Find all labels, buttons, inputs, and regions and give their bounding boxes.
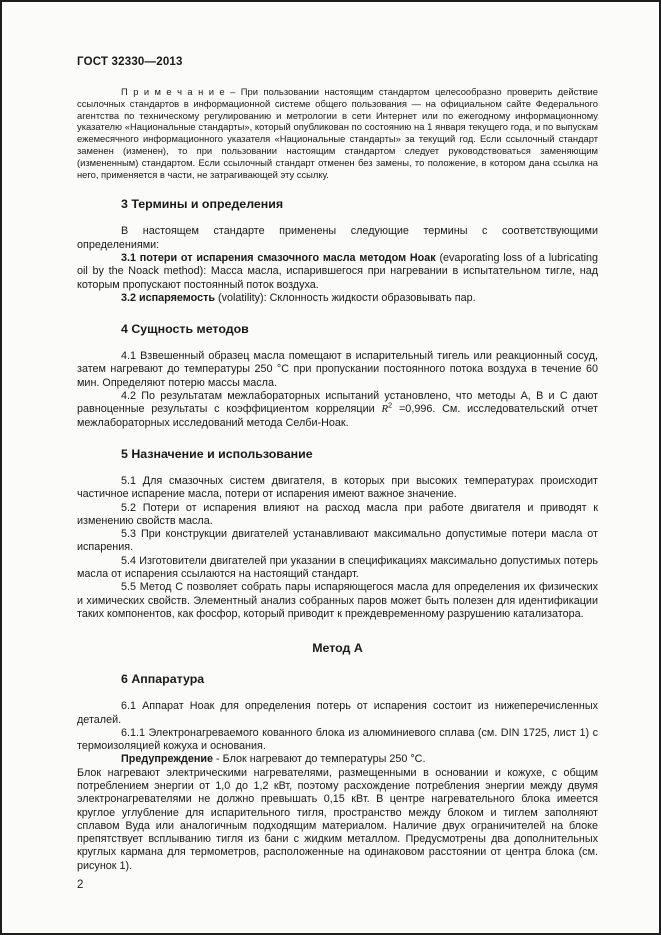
correlation-superscript: 2 — [388, 400, 393, 410]
term-3-1-bold: 3.1 потери от испарения смазочного масла методом Ноак — [121, 251, 440, 264]
paragraph-5-4: 5.4 Изготовители двигателей при указании в спецификациях максимально допустимых потерь масла от испарения ссылаются на настоящий стандарт. — [77, 554, 598, 581]
paragraph-6-1-1: 6.1.1 Электронагреваемого кованного блока из алюминиевого сплава (см. DIN 1725, лист 1) с термоизоляцией кожуха и основания. — [77, 726, 598, 753]
document-header: ГОСТ 32330—2013 — [77, 56, 183, 68]
method-a-heading: Метод А — [312, 641, 363, 656]
note-paragraph: П р и м е ч а н и е – При пользовании настоящим стандартом целесообразно проверить действие ссылочных стандартов в информационной системе общего пользования — на официальном сайте Федерального агентства по техническому регулированию и метрологии в сети Интернет или по ежегодному информационному указателю «Национальные стандарты», который опубликован по состоянию на 1 января текущего года, и по выпускам ежемесячного информационного указателя «Национальные стандарты» за текущий год. Если ссылочный стандарт заменен (изменен), то при пользовании настоящим стандартом следует руководствоваться заменяющим (измененным) стандартом. Если ссылочный стандарт отменен без замены, то положение, в котором дана ссылка на него, применяется в части, не затрагивающей эту ссылку. — [77, 86, 598, 180]
paragraph-block-description: Блок нагревают электрическими нагревателями, размещенными в основании и кожухе, с общим потреблением энергии от 1,0 до 1,2 кВт, поэтому расхождение потребления энергии между двумя электронагревателями не должно превышать 0,15 кВт. В центре нагревательного блока имеется круглое углубление для испарительного тигля, пространство между блоком и тиглем заполняют сплавом Вуда или аналогичным подходящим материалом. Наличие двух ограничителей на блоке препятствует всплыванию тигля из бани с жидким металлом. Предусмотрены два дополнительных круглых кармана для термометров, расположенные на одинаковом расстоянии от центра блока (см. рисунок 1). — [77, 766, 598, 872]
paragraph-6-1: 6.1 Аппарат Ноак для определения потерь от испарения состоит из нижеперечисленных деталей. — [77, 700, 598, 726]
paragraph-5-5: 5.5 Метод С позволяет собрать пары испаряющегося масла для определения их физических и химических свойств. Элементный анализ собранных паров может быть полезен для идентификации таких компонентов, как фосфор, который приводит к преждевременному разрушению катализатора. — [77, 581, 598, 620]
paragraph-4-2-after: =0,996. См. исследовательский отчет межлабораторных исследований метода Селби-Ноак. — [77, 403, 598, 429]
paragraph-4-1: 4.1 Взвешенный образец масла помещают в испарительный тигель или реакционный сосуд, затем нагревают до температуры 250 °С при пропускании постоянного потока воздуха в течение 60 мин. Определяют потерю массы масла. — [77, 350, 598, 389]
paragraph-4-2 — [77, 390, 598, 430]
page-content — [2, 2, 659, 873]
section-heading-essence: 4 Сущность методов — [121, 322, 249, 337]
page-number: 2 — [77, 879, 84, 891]
warning-label: Предупреждение — [121, 753, 214, 766]
paragraph-5-2: 5.2 Потери от испарения влияют на расход масла при работе двигателя и приводят к изменению свойств масла. — [77, 501, 598, 527]
warning-paragraph — [77, 753, 598, 766]
term-definition-3-2 — [77, 292, 598, 305]
section-heading-apparatus: 6 Аппаратура — [121, 672, 205, 687]
term-definition-3-1 — [77, 252, 598, 292]
warning-text: - Блок нагревают до температуры 250 °С. — [213, 753, 426, 766]
term-3-2-text: (volatility): Склонность жидкости образовывать пар. — [218, 291, 476, 304]
paragraph-5-3: 5.3 При конструкции двигателей устанавливают максимально допустимые потери масла от испарения. — [77, 528, 598, 554]
section-heading-terms: 3 Термины и определения — [121, 197, 284, 212]
paragraph-terms-intro: В настоящем стандарте применены следующие термины с соответствующими определениями: — [77, 225, 598, 251]
term-3-1-text: (evaporating loss of a lubricating oil by the Noack method): Масса масла, испарившегося при нагревании в испытательном тигле, над которым пропускают постоянный поток воздуха. — [77, 251, 598, 291]
correlation-symbol: R — [381, 403, 389, 416]
term-3-2-bold: 3.2 испаряемость — [121, 291, 219, 304]
section-heading-purpose: 5 Назначение и использование — [121, 446, 313, 461]
paragraph-4-2-before: 4.2 По результатам межлабораторных испытаний установлено, что методы А, В и С дают равноценные результаты с коэффициентом корреляции — [77, 390, 598, 416]
paragraph-5-1: 5.1 Для смазочных систем двигателя, в которых при высоких температурах происходит частичное испарение масла, потери от испарения имеют важное значение. — [77, 474, 598, 501]
